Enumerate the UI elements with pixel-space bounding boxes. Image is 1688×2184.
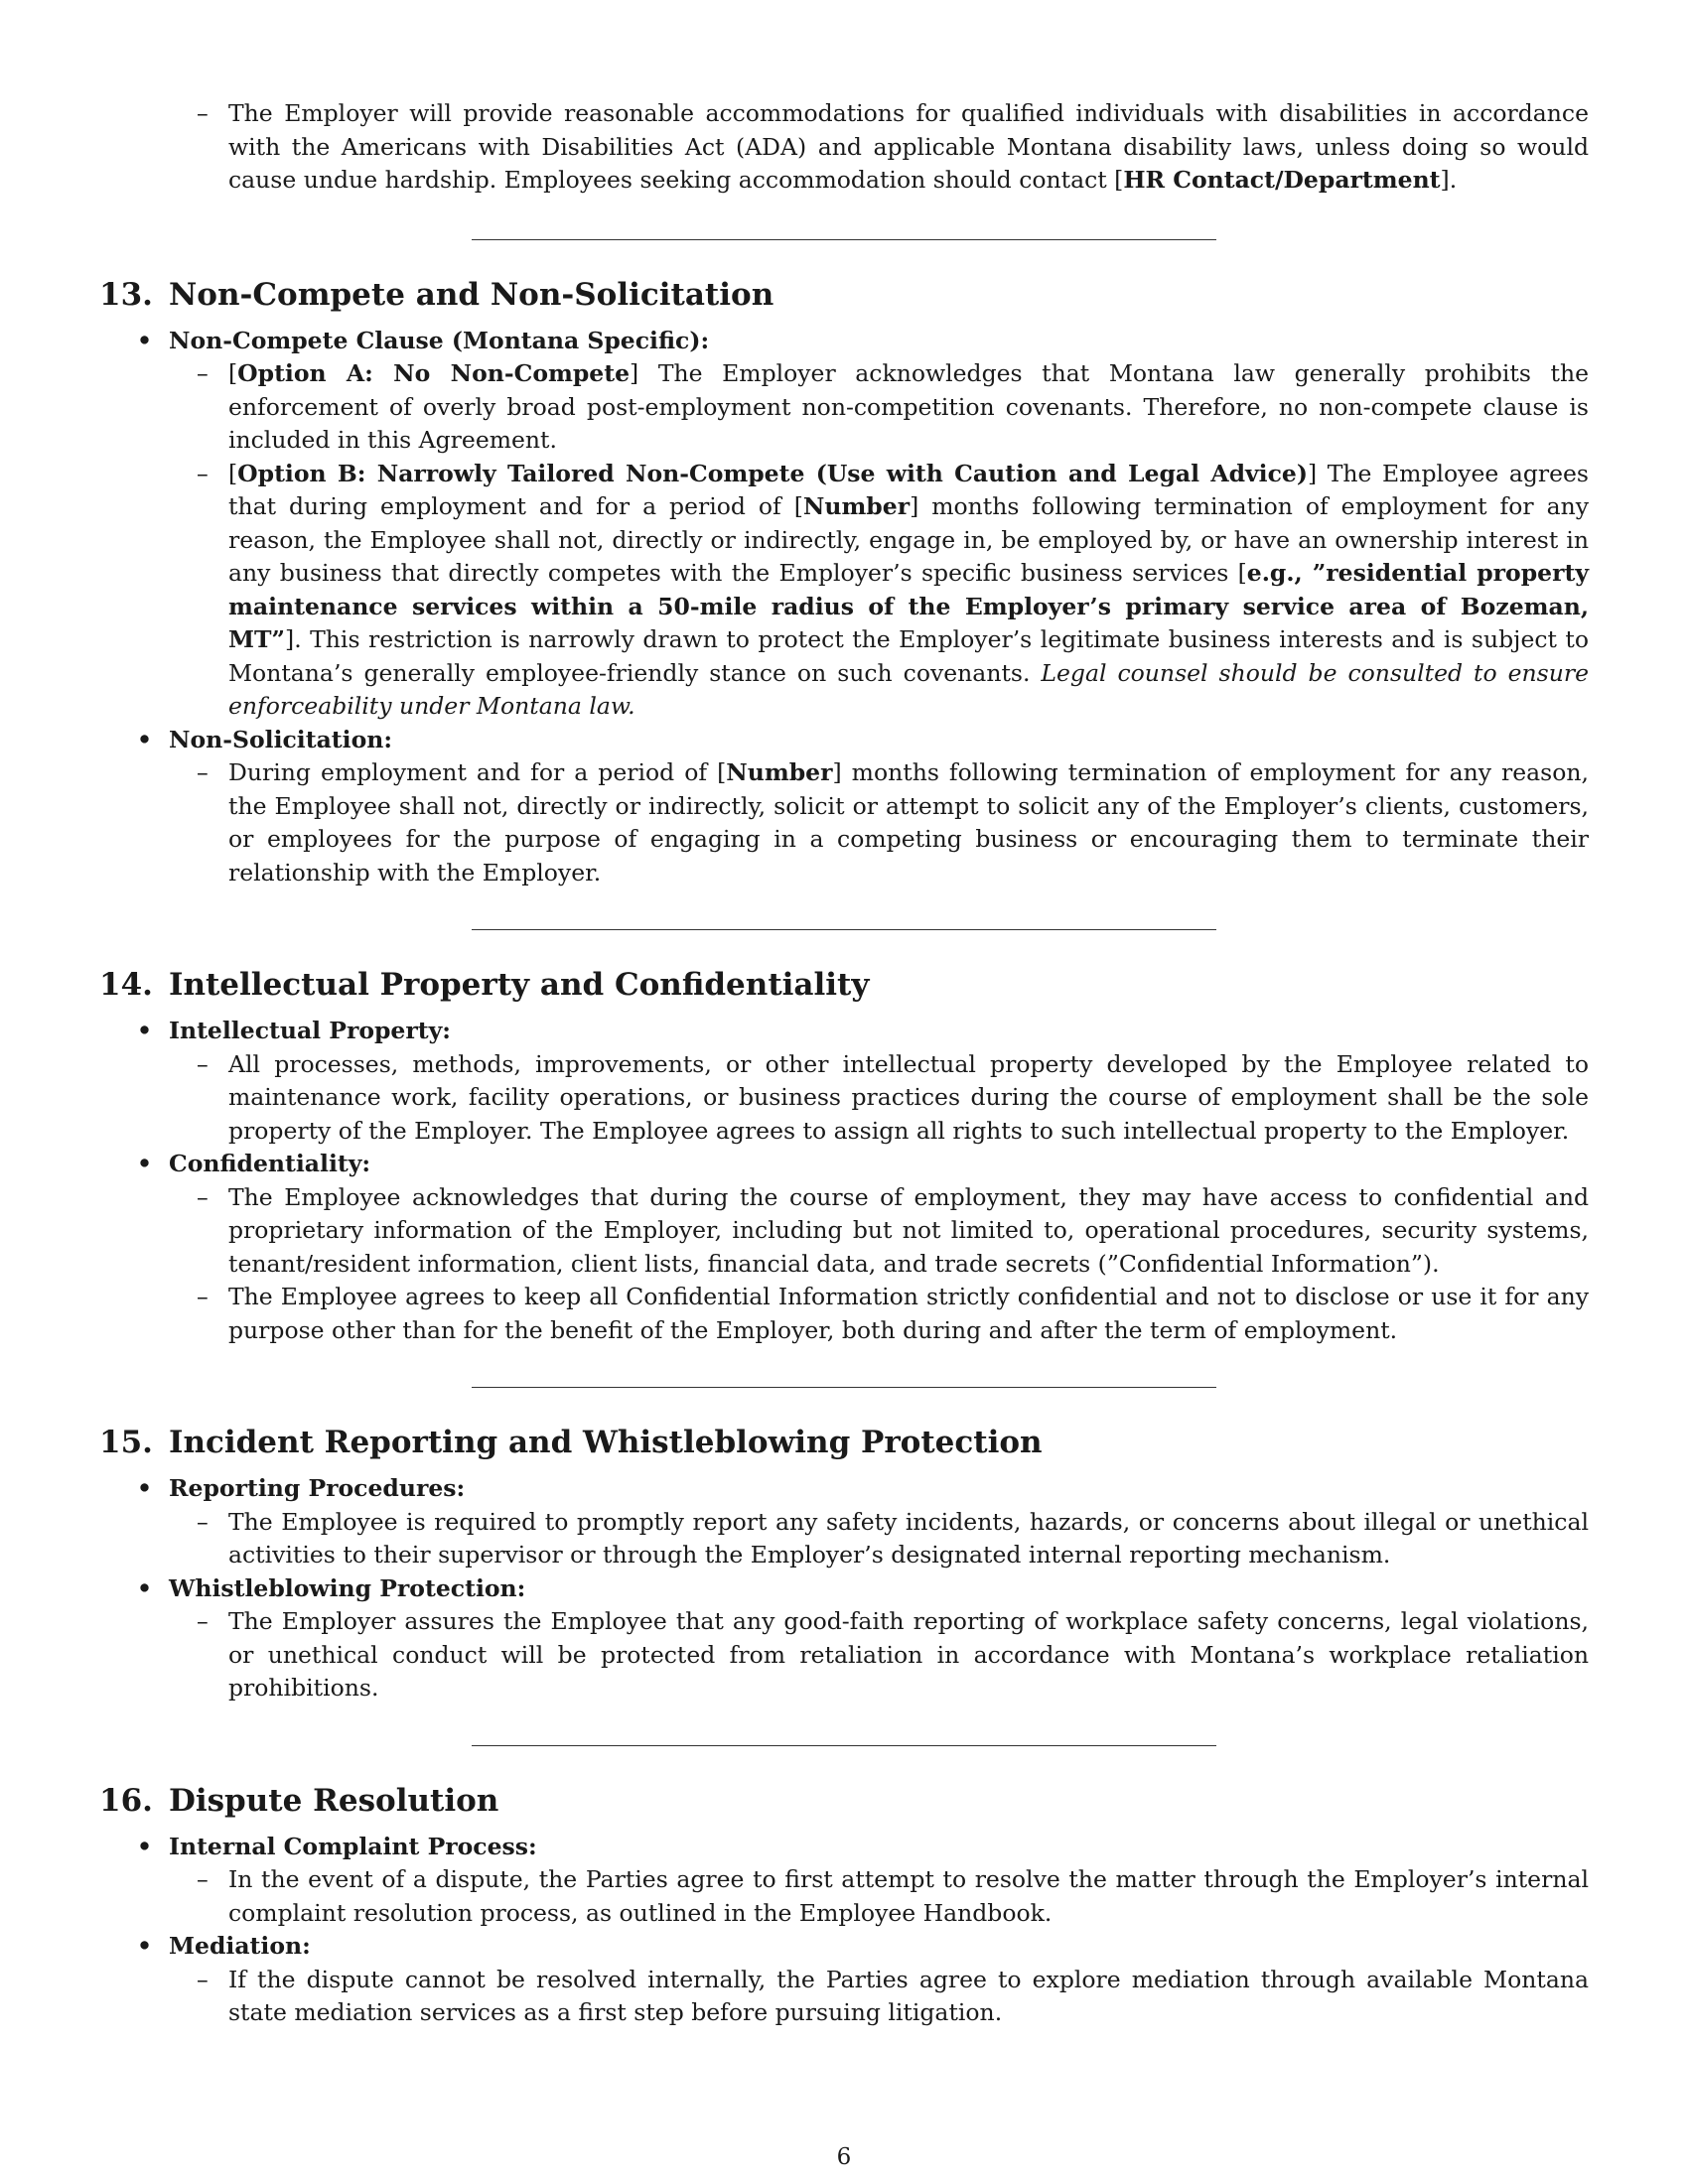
option-a-label: Option A: No Non-Compete: [237, 359, 631, 387]
section-divider: [472, 239, 1216, 240]
section-title: Non-Compete and Non-Solicitation: [168, 276, 774, 313]
item-text: All processes, methods, improvements, or other intellectual property developed by the Employee related to maintenance work, facility operations, or business practices during the course of employment shall be the sole property of the Employer. The Employee agrees to assign all rights to such intellectual property to the Employer.: [228, 1049, 1589, 1145]
bullet-marker: •: [137, 1474, 153, 1502]
section-14: [99, 965, 1589, 1347]
bullet-label: Whistleblowing Protection:: [169, 1573, 526, 1602]
bullet-marker: •: [137, 326, 153, 354]
bullet-marker: •: [137, 725, 153, 753]
option-b-label: Option B: Narrowly Tailored Non-Compete (Use with Caution and Legal Advice): [237, 459, 1308, 487]
bullet-whistleblowing: [99, 1572, 1589, 1606]
section-title: Dispute Resolution: [168, 1782, 499, 1819]
dash-marker: –: [197, 1965, 209, 1993]
dash-marker: –: [197, 1865, 209, 1893]
dash-marker: –: [197, 1283, 209, 1310]
dash-marker: –: [197, 1049, 209, 1078]
bullet-confidentiality: [99, 1148, 1589, 1181]
number-placeholder: Number: [802, 492, 911, 520]
item-text: ] The Employer acknowledges that Montana law generally prohibits the enforcement of overly broad post-employment non-competition covenants. Therefore, no non-compete clause is included in this Agreement.: [228, 359, 1589, 454]
option-b-item: [99, 458, 1589, 724]
section-number: 14.: [99, 967, 153, 1003]
bullet-ip: [99, 1015, 1589, 1048]
bullet-marker: •: [137, 1573, 153, 1602]
item-text: ].: [1440, 166, 1458, 194]
bullet-marker: •: [137, 1932, 153, 1960]
page-number: 6: [836, 2144, 852, 2170]
section-title: Incident Reporting and Whistleblowing Protection: [168, 1425, 1043, 1460]
bullet-label: Intellectual Property:: [169, 1017, 451, 1044]
legal-note: Legal counsel should be consulted to ensure enforceability under Montana law.: [228, 658, 1589, 720]
section-13: [99, 275, 1589, 890]
bracket: [: [228, 359, 238, 387]
ada-accommodation-item: [99, 97, 1589, 198]
dash-marker: –: [197, 1607, 209, 1635]
dash-marker: –: [197, 99, 209, 127]
item-text: ] months following termination of employment for any reason, the Employee shall not, directly or indirectly, solicit or attempt to solicit any of the Employer’s clients, customers, or employees for the purpose of engaging in a competing business or encouraging them to terminate their relationship with the Employer.: [228, 758, 1589, 887]
dash-marker: –: [197, 459, 209, 487]
whistleblowing-item: [99, 1605, 1589, 1706]
dash-marker: –: [197, 758, 209, 786]
section-16: [99, 1781, 1589, 2030]
internal-complaint-item: [99, 1863, 1589, 1930]
dash-marker: –: [197, 1507, 209, 1536]
mediation-item: [99, 1964, 1589, 2030]
bullet-marker: •: [137, 1017, 153, 1044]
item-text: The Employer assures the Employee that any good-faith reporting of workplace safety concerns, legal violations, or unethical conduct will be protected from retaliation in accordance with Montana’s workplace retaliation prohibitions.: [228, 1607, 1589, 1702]
nonsolicitation-item: [99, 756, 1589, 889]
bullet-label: Internal Complaint Process:: [169, 1832, 537, 1860]
section-divider: [472, 1745, 1216, 1746]
section-heading: [99, 1781, 1589, 1821]
item-text: If the dispute cannot be resolved internally, the Parties agree to explore mediation through available Montana state mediation services as a first step before pursuing litigation.: [228, 1965, 1589, 2026]
bullet-label: Mediation:: [169, 1932, 311, 1960]
item-text: The Employee is required to promptly report any safety incidents, hazards, or concerns about illegal or unethical activities to their supervisor or through the Employer’s designated internal reporting mechanism.: [228, 1507, 1589, 1569]
item-text: During employment and for a period of [: [228, 758, 727, 786]
dash-marker: –: [197, 1182, 209, 1211]
bullet-nonsolicitation: [99, 724, 1589, 757]
item-text: ]. This restriction is narrowly drawn to protect the Employer’s legitimate business interests and is subject to Montana’s generally employee-friendly stance on such covenants.: [228, 625, 1589, 687]
bullet-label: Reporting Procedures:: [169, 1474, 466, 1502]
section-number: 13.: [99, 276, 153, 313]
ip-item: [99, 1048, 1589, 1149]
section-divider: [472, 929, 1216, 930]
hr-contact-placeholder: HR Contact/Department: [1123, 166, 1441, 194]
example-placeholder: e.g., ”residential property maintenance services within a 50-mile radius of the Employer’s primary service area of Bozeman, MT”: [228, 559, 1590, 653]
document-page: [99, 97, 1589, 2030]
section-15: [99, 1423, 1589, 1706]
bullet-label: Confidentiality:: [169, 1150, 371, 1177]
reporting-item: [99, 1506, 1589, 1572]
bullet-mediation: [99, 1930, 1589, 1964]
item-text: The Employer will provide reasonable accommodations for qualified individuals with disabilities in accordance with the Americans with Disabilities Act (ADA) and applicable Montana disability laws, unless doing so would cause undue hardship. Employees seeking accommodation should contact [: [228, 99, 1589, 194]
bullet-label: Non-Compete Clause (Montana Specific):: [169, 326, 710, 354]
bullet-internal-complaint: [99, 1831, 1589, 1864]
bullet-reporting: [99, 1472, 1589, 1506]
section-heading: [99, 275, 1589, 315]
section-heading: [99, 965, 1589, 1005]
section-heading: [99, 1423, 1589, 1462]
item-text: ] The Employee agrees that during employment and for a period of [: [228, 459, 1589, 520]
item-text: The Employee agrees to keep all Confidential Information strictly confidential and not to disclose or use it for any purpose other than for the benefit of the Employer, both during and after the term of employment.: [228, 1283, 1589, 1344]
section-number: 16.: [99, 1782, 153, 1819]
bullet-marker: •: [137, 1150, 153, 1177]
section-number: 15.: [99, 1425, 153, 1460]
bullet-noncompete: [99, 325, 1589, 358]
item-text: ] months following termination of employment for any reason, the Employee shall not, directly or indirectly, engage in, be employed by, or have an ownership interest in any business that directly competes with the Employer’s specific business services [: [228, 492, 1590, 587]
section-divider: [472, 1387, 1216, 1388]
bullet-marker: •: [137, 1832, 153, 1860]
item-text: In the event of a dispute, the Parties agree to first attempt to resolve the matter through the Employer’s internal complaint resolution process, as outlined in the Employee Handbook.: [228, 1865, 1589, 1927]
dash-marker: –: [197, 359, 209, 387]
option-a-item: [99, 357, 1589, 458]
bullet-label: Non-Solicitation:: [169, 725, 393, 753]
item-text: The Employee acknowledges that during the course of employment, they may have access to confidential and proprietary information of the Employer, including but not limited to, operational procedures, security systems, tenant/resident information, client lists, financial data, and trade secrets (”Confidential Information”).: [228, 1182, 1589, 1278]
number-placeholder: Number: [726, 758, 833, 786]
section-title: Intellectual Property and Confidentiality: [168, 967, 870, 1003]
confidentiality-item-2: [99, 1281, 1589, 1347]
confidentiality-item-1: [99, 1181, 1589, 1282]
bracket: [: [228, 459, 238, 487]
